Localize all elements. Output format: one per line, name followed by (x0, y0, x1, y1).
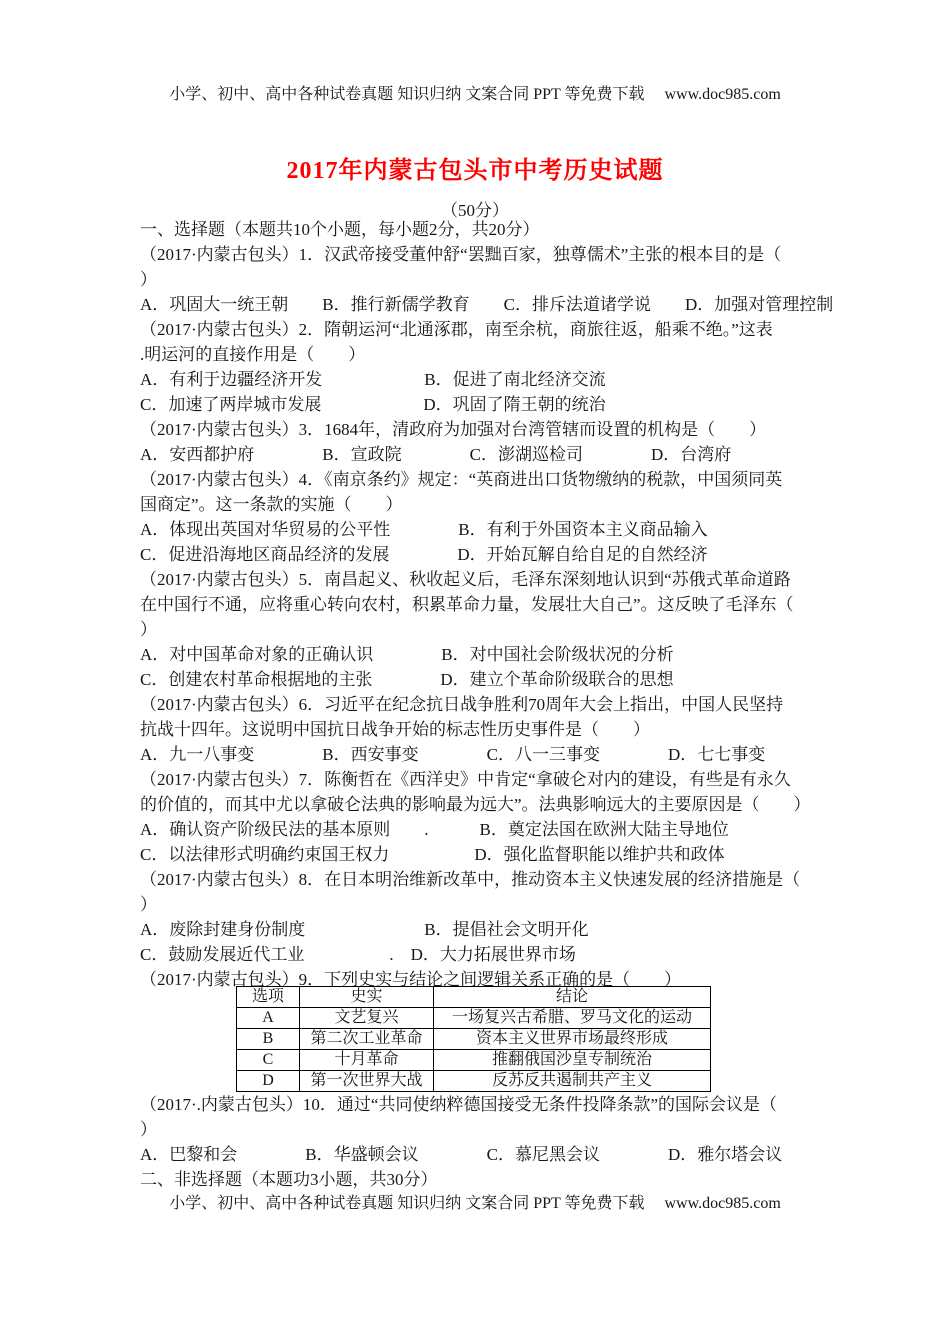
text-line: A．废除封建身份制度 B．提倡社会文明开化 (140, 920, 589, 939)
text-line: （2017·内蒙古包头）7．陈衡哲在《西洋史》中肯定“拿破仑对内的建设，有些是有永久 (140, 770, 791, 789)
page-header: 小学、初中、高中各种试卷真题 知识归纳 文案合同 PPT 等免费下载 www.doc985.com (169, 86, 781, 103)
text-line: （2017·内蒙古包头）3．1684年，清政府为加强对台湾管辖而设置的机构是（ ） (140, 420, 767, 439)
table-row (237, 1071, 711, 1092)
text-line: C．加速了两岸城市发展 D．巩固了隋王朝的统治 (140, 395, 606, 414)
table-cell: B (237, 1029, 300, 1050)
text-line: （2017·内蒙古包头）2．隋朝运河“北通涿郡，南至余杭，商旅往返，船乘不绝。”这表 (140, 320, 773, 339)
text-line: A．巩固大一统王朝 B．推行新儒学教育 C．排斥法道诸学说 D．加强对管理控制 (140, 295, 834, 314)
table-header-cell: 选项 (237, 987, 300, 1008)
text-line: 在中国行不通，应将重心转向农村，积累革命力量，发展壮大自己”。这反映了毛泽东（ (140, 595, 794, 614)
table-cell: D (237, 1071, 300, 1092)
text-line: A．九一八事变 B．西安事变 C．八一三事变 D．七七事变 (140, 745, 766, 764)
text-line: ） (140, 1120, 157, 1139)
question-9-table (236, 986, 711, 1092)
text-line: .明运河的直接作用是（ ） (140, 345, 366, 364)
table-cell: 一场复兴古希腊、罗马文化的运动 (434, 1008, 711, 1029)
text-line: A．对中国革命对象的正确认识 B．对中国社会阶级状况的分析 (140, 645, 674, 664)
table-row (237, 1050, 711, 1071)
text-line: ） (140, 895, 157, 914)
section-2-heading: 二、非选择题（本题功3小题，共30分） (140, 1170, 438, 1189)
text-line: （2017·内蒙古包头）9．下列史实与结论之间逻辑关系正确的是（ ） (140, 970, 682, 989)
doc-title: 2017年内蒙古包头市中考历史试题 (286, 158, 664, 184)
text-line: C．以法律形式明确约束国王权力 D．强化监督职能以维护共和政体 (140, 845, 725, 864)
text-line: （2017·内蒙古包头）6．习近平在纪念抗日战争胜利70周年大会上指出，中国人民坚持 (140, 695, 784, 714)
page-footer: 小学、初中、高中各种试卷真题 知识归纳 文案合同 PPT 等免费下载 www.doc985.com (169, 1195, 781, 1212)
table-cell: C (237, 1050, 300, 1071)
text-line: A．安西都护府 B．宣政院 C．澎湖巡检司 D．台湾府 (140, 445, 732, 464)
text-line: A．有利于边疆经济开发 B．促进了南北经济交流 (140, 370, 606, 389)
table-cell: 第一次世界大战 (300, 1071, 434, 1092)
exam-body (140, 217, 840, 1192)
text-line: 抗战十四年。这说明中国抗日战争开始的标志性历史事件是（ ） (140, 720, 650, 739)
text-line: C．鼓励发展近代工业 . D．大力拓展世界市场 (140, 945, 576, 964)
table-cell: 反苏反共遏制共产主义 (434, 1071, 711, 1092)
table-cell: 文艺复兴 (300, 1008, 434, 1029)
text-line: ） (140, 270, 157, 289)
text-line: （2017·.内蒙古包头）10．通过“共同使纳粹德国接受无条件投降条款”的国际会议是（ (140, 1095, 778, 1114)
table-row (237, 1008, 711, 1029)
table-header-cell: 结论 (434, 987, 711, 1008)
text-line: 国商定”。这一条款的实施（ ） (140, 495, 403, 514)
text-line: （2017·内蒙古包头）8．在日本明治维新改革中，推动资本主义快速发展的经济措施是（ (140, 870, 801, 889)
doc-subtitle: （50分） (441, 201, 509, 220)
text-line: （2017·内蒙古包头）4．《南京条约》规定：“英商进出口货物缴纳的税款，中国须同英 (140, 470, 783, 489)
text-line: （2017·内蒙古包头）5．南昌起义、秋收起义后，毛泽东深刻地认识到“苏俄式革命道路 (140, 570, 791, 589)
text-line: ） (140, 620, 157, 639)
table-cell: 十月革命 (300, 1050, 434, 1071)
text-line: C．促进沿海地区商品经济的发展 D．开始瓦解自给自足的自然经济 (140, 545, 708, 564)
table-header-cell: 史实 (300, 987, 434, 1008)
text-line: A．巴黎和会 B．华盛顿会议 C．慕尼黑会议 D．雅尔塔会议 (140, 1145, 783, 1164)
table-row (237, 1029, 711, 1050)
text-line: C．创建农村革命根据地的主张 D．建立个革命阶级联合的思想 (140, 670, 674, 689)
text-line: A．确认资产阶级民法的基本原则 . B．奠定法国在欧洲大陆主导地位 (140, 820, 729, 839)
table-cell: 第二次工业革命 (300, 1029, 434, 1050)
text-line: （2017·内蒙古包头）1．汉武帝接受董仲舒“罢黜百家，独尊儒术”主张的根本目的是（ (140, 245, 782, 264)
table-cell: A (237, 1008, 300, 1029)
table-cell: 推翻俄国沙皇专制统治 (434, 1050, 711, 1071)
section-1-heading: 一、选择题（本题共10个小题，每小题2分，共20分） (140, 220, 540, 239)
text-line: A．体现出英国对华贸易的公平性 B．有利于外国资本主义商品输入 (140, 520, 708, 539)
text-line: 的价值的，而其中尤以拿破仑法典的影响最为远大”。法典影响远大的主要原因是（ ） (140, 795, 811, 814)
table-cell: 资本主义世界市场最终形成 (434, 1029, 711, 1050)
